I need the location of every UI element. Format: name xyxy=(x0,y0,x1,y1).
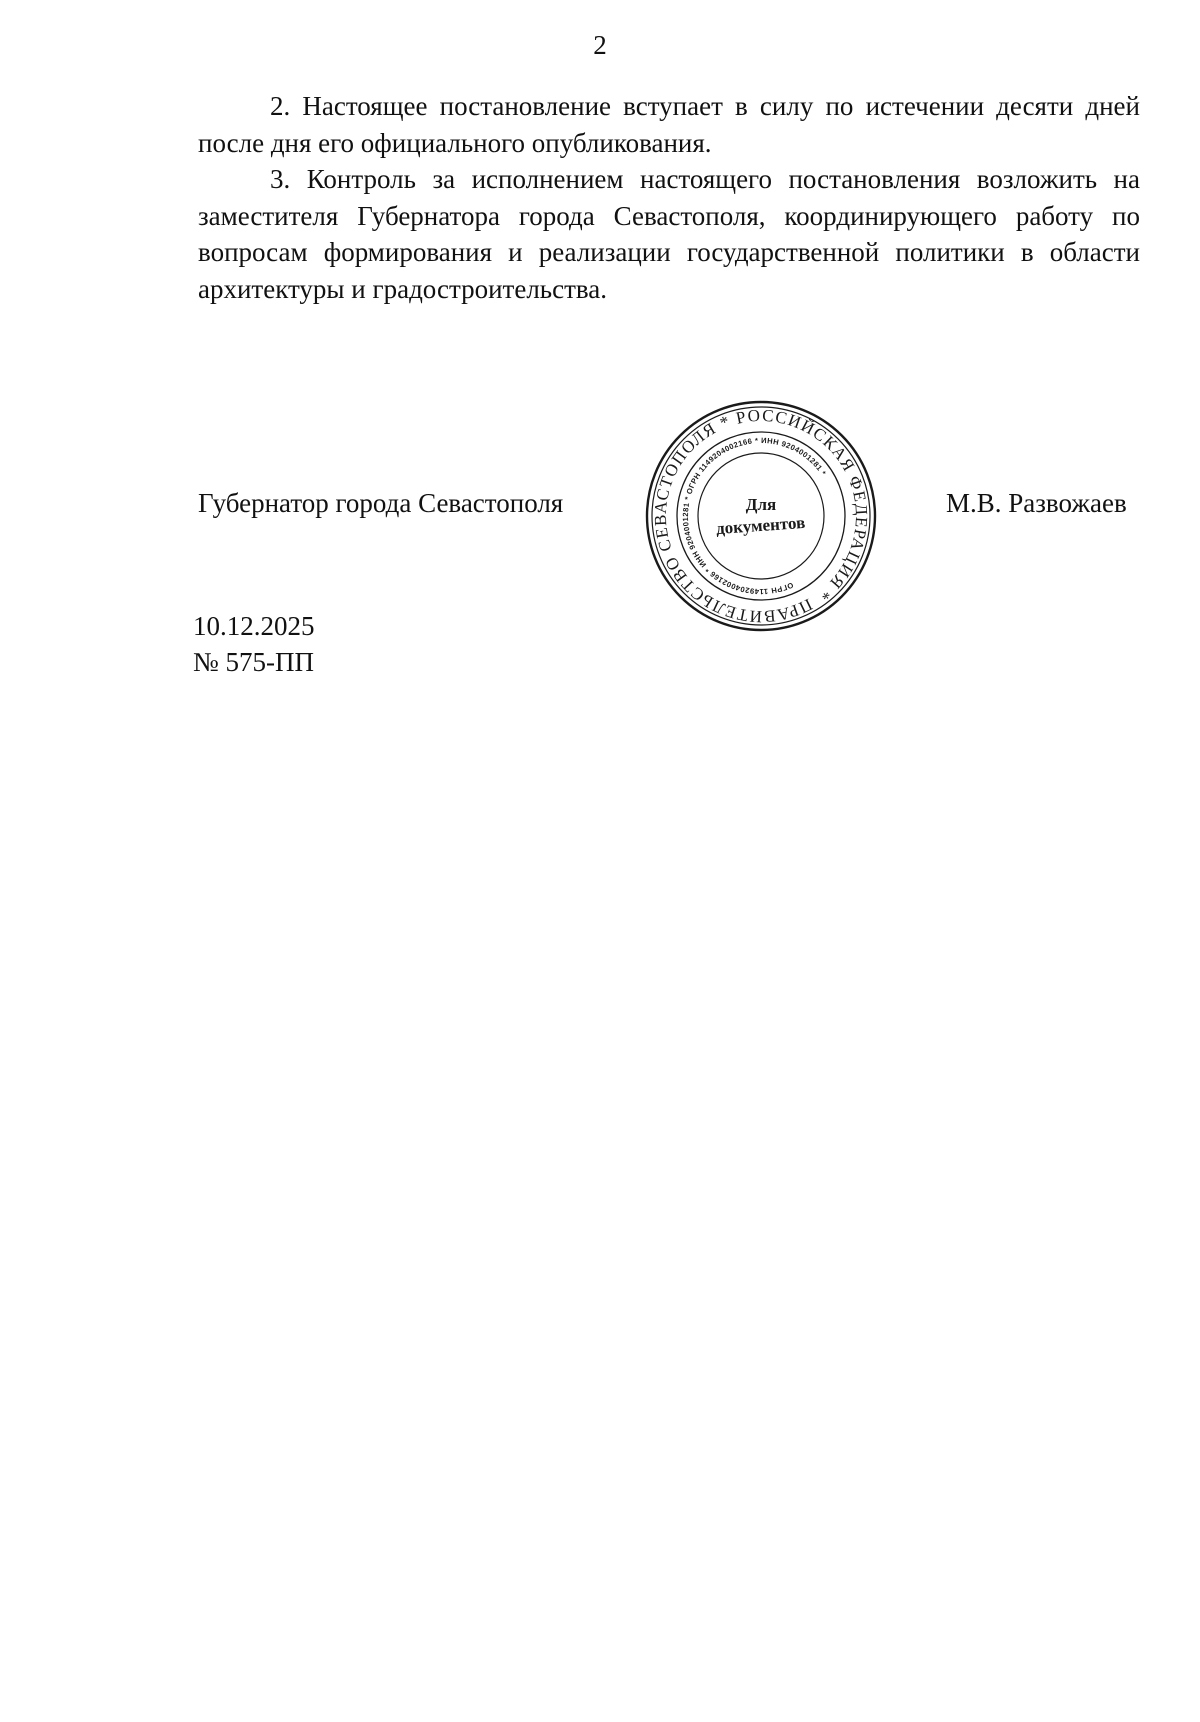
seal-center-line1: Для xyxy=(745,495,777,514)
seal-inner-text: ОГРН 1149204002166 * ИНН 9204001281 * ОГРН 1149204002166 * ИНН 9204001281 * xyxy=(680,435,828,597)
document-number: № 575-ПП xyxy=(193,647,314,677)
seal-center-line2: документов xyxy=(715,512,806,539)
signatory-name: М.В. Развожаев xyxy=(946,488,1127,518)
seal-graphic xyxy=(643,398,879,634)
document-date-block xyxy=(193,608,315,680)
document-date: 10.12.2025 xyxy=(193,611,315,641)
official-seal xyxy=(643,398,879,634)
page-number: 2 xyxy=(593,30,607,60)
paragraph-2: 2. Настоящее постановление вступает в силу по истечении десяти дней после дня его официального опубликования. xyxy=(198,91,1140,158)
paragraph-3: 3. Контроль за исполнением настоящего постановления возложить на заместителя Губернатора города Севастополя, координирующего работу по вопросам формирования и реализации государственной политики в области архитектуры и градостроительства. xyxy=(198,164,1140,304)
signatory-title: Губернатор города Севастополя xyxy=(198,488,564,518)
document-body xyxy=(198,88,1140,308)
seal-outer-text: ПРАВИТЕЛЬСТВО СЕВАСТОПОЛЯ * РОССИЙСКАЯ ФЕДЕРАЦИЯ * xyxy=(650,405,872,627)
